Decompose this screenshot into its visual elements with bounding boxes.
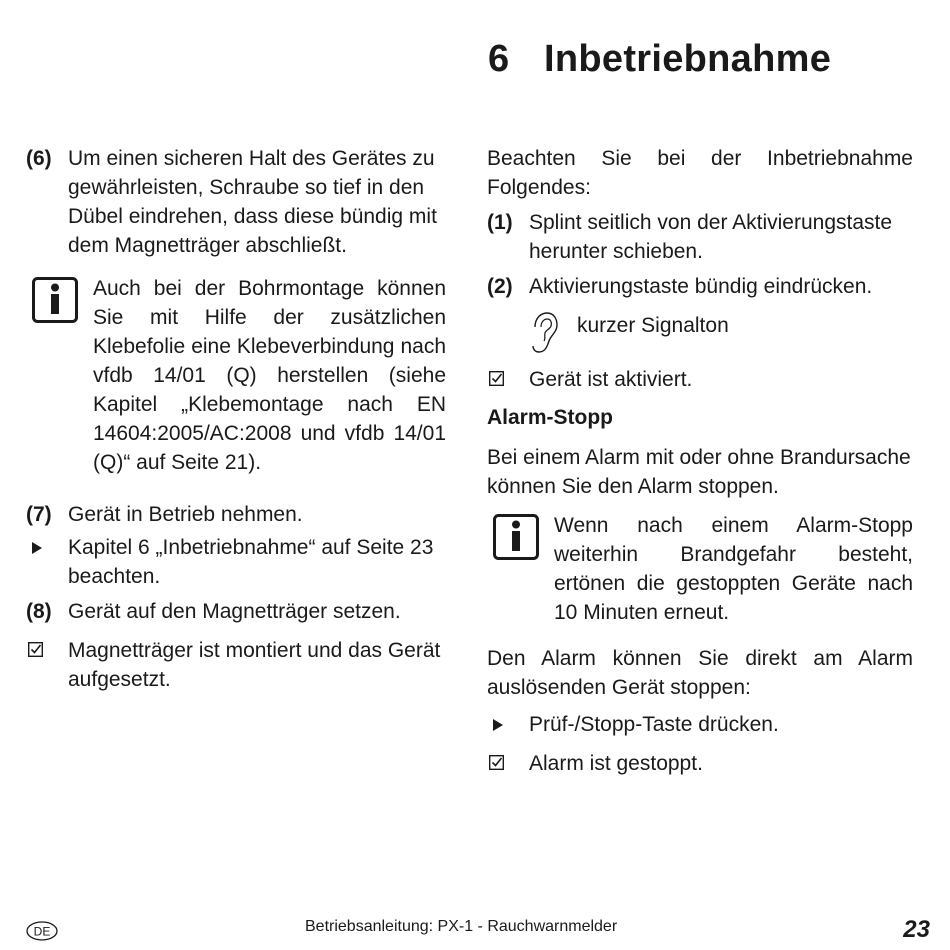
instruction-kapitel-6 — [26, 533, 446, 591]
step-7 — [26, 500, 446, 529]
step-7-text: Gerät in Betrieb nehmen. — [68, 503, 303, 526]
instruction-kapitel-6-text: Kapitel 6 „Inbetriebnahme“ auf Seite 23 beachten. — [68, 536, 434, 588]
result-aktiviert — [487, 365, 913, 394]
left-column — [26, 144, 446, 694]
info-icon — [493, 514, 539, 560]
arrow-right-icon — [32, 542, 42, 554]
ear-icon — [527, 311, 559, 355]
info-text-alarm-stopp: Wenn nach einem Alarm-Stopp weiterhin Brandgefahr besteht, ertönen die gestoppten Geräte nach 10 Minuten erneut. — [554, 514, 913, 624]
info-icon — [32, 277, 78, 323]
checkbox-checked-icon — [28, 642, 43, 657]
step-1-number: (1) — [487, 211, 513, 234]
step-2 — [487, 272, 913, 301]
step-6 — [26, 144, 446, 260]
result-magnettraeger — [26, 636, 446, 694]
right-column — [487, 144, 913, 778]
page-title — [488, 38, 831, 81]
section-title: Inbetriebnahme — [544, 38, 832, 80]
step-6-text: Um einen sicheren Halt des Gerätes zu gewährleisten, Schraube so tief in den Dübel eindrehen, dass diese bündig mit dem Magnetträger abschließt. — [68, 147, 437, 257]
step-8 — [26, 597, 446, 626]
alarm-stopp-heading: Alarm-Stopp — [487, 406, 613, 429]
info-box-alarm-stopp — [487, 511, 913, 627]
result-gestoppt-text: Alarm ist gestoppt. — [529, 752, 703, 775]
arrow-right-icon — [493, 719, 503, 731]
step-2-number: (2) — [487, 275, 513, 298]
signal-text: kurzer Signalton — [577, 314, 729, 337]
page-number: 23 — [903, 916, 930, 943]
country-badge — [26, 921, 58, 941]
country-badge-text: DE — [33, 924, 51, 939]
result-aktiviert-text: Gerät ist aktiviert. — [529, 368, 693, 391]
direct-stop-text: Den Alarm können Sie direkt am Alarm auslösenden Gerät stoppen: — [487, 647, 913, 699]
step-8-number: (8) — [26, 600, 52, 623]
step-8-text: Gerät auf den Magnetträger setzen. — [68, 600, 401, 623]
result-magnettraeger-text: Magnetträger ist montiert und das Gerät aufgesetzt. — [68, 639, 441, 691]
signal-row — [487, 311, 913, 357]
instruction-pruef-stopp-text: Prüf-/Stopp-Taste drücken. — [529, 713, 779, 736]
checkbox-checked-icon — [489, 371, 504, 386]
document-title: Betriebsanleitung: PX-1 - Rauchwarnmelder — [305, 918, 618, 935]
step-2-text: Aktivierungstaste bündig eindrücken. — [529, 275, 873, 298]
result-gestoppt — [487, 749, 913, 778]
step-7-number: (7) — [26, 503, 52, 526]
info-box-bohrmontage — [26, 274, 446, 477]
step-6-number: (6) — [26, 147, 52, 170]
alarm-intro-text: Bei einem Alarm mit oder ohne Brandursache können Sie den Alarm stoppen. — [487, 446, 911, 498]
section-number: 6 — [488, 38, 510, 80]
step-1-text: Splint seitlich von der Aktivierungstaste herunter schieben. — [529, 211, 893, 263]
step-1 — [487, 208, 913, 266]
checkbox-checked-icon — [489, 755, 504, 770]
info-text-bohrmontage: Auch bei der Bohrmontage können Sie mit Hilfe der zusätzlichen Klebefolie eine Klebeverbindung nach vfdb 14/01 (Q) herstellen (siehe Kapitel „Klebemontage nach EN 14604:2005/AC:2008 und vfdb 14/01 (Q)“ auf Seite 21). — [93, 277, 446, 474]
intro-text: Beachten Sie bei der Inbetriebnahme Folgendes: — [487, 147, 913, 199]
instruction-pruef-stopp — [487, 710, 913, 739]
